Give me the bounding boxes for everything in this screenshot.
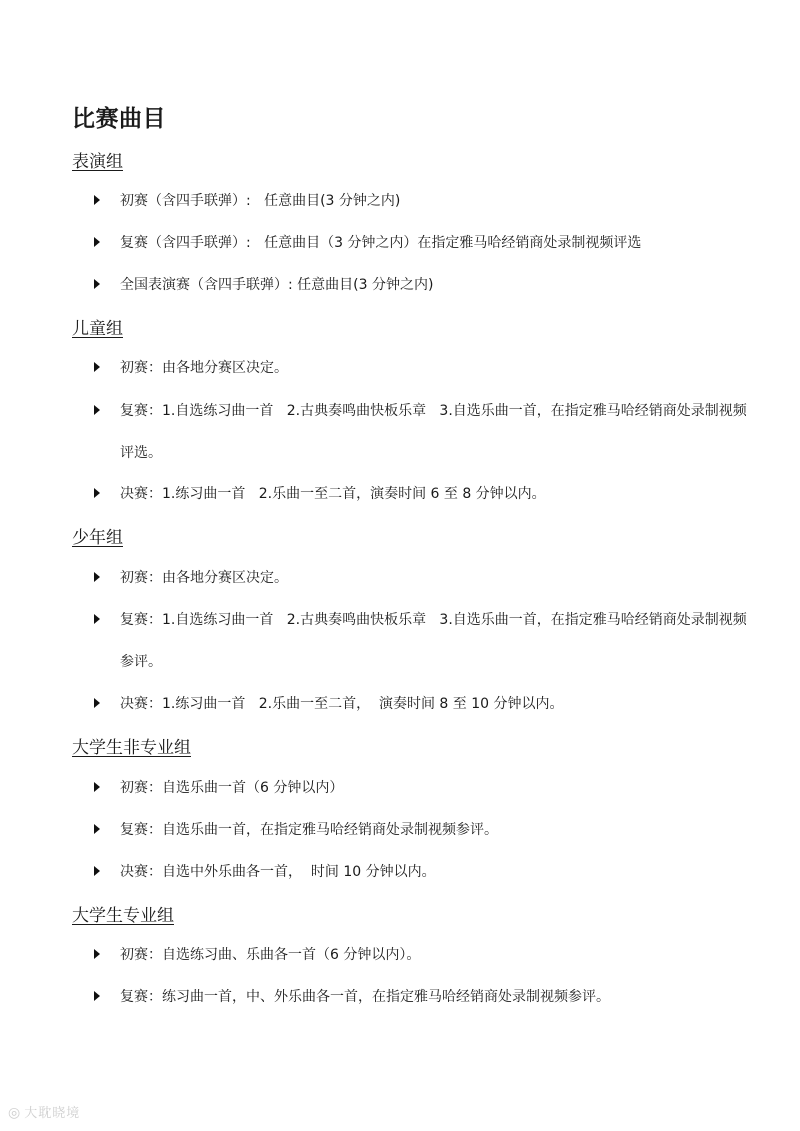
bullet-arrow-icon xyxy=(94,572,100,582)
list-item-text: 全国表演赛（含四手联弹）: 任意曲目(3 分钟之内) xyxy=(120,277,434,293)
watermark xyxy=(8,1102,80,1121)
list-item xyxy=(94,809,754,851)
bullet-arrow-icon xyxy=(94,488,100,498)
list-item-text: 初赛：自选练习曲、乐曲各一首（6 分钟以内）。 xyxy=(120,947,421,963)
bullet-arrow-icon xyxy=(94,614,100,624)
section-heading-youth: 少年组 xyxy=(72,528,123,548)
bullet-arrow-icon xyxy=(94,195,100,205)
list-item-text: 复赛：自选乐曲一首，在指定雅马哈经销商处录制视频参评。 xyxy=(120,822,498,838)
list-item-text: 决赛：1.练习曲一首 2.乐曲一至二首，演奏时间 6 至 8 分钟以内。 xyxy=(120,486,546,502)
list-item xyxy=(94,557,754,599)
list-item xyxy=(94,473,754,515)
list-item xyxy=(94,222,754,264)
page-title: 比赛曲目 xyxy=(72,106,166,132)
bullet-arrow-icon xyxy=(94,405,100,415)
section-heading-children: 儿童组 xyxy=(72,319,123,339)
list-item xyxy=(94,180,754,222)
list-item xyxy=(94,390,754,474)
list-item-text: 初赛（含四手联弹）: 任意曲目(3 分钟之内) xyxy=(120,193,401,209)
list-item xyxy=(94,347,754,389)
bullet-arrow-icon xyxy=(94,949,100,959)
list-item-text: 初赛：自选乐曲一首（6 分钟以内） xyxy=(120,780,344,796)
bullet-arrow-icon xyxy=(94,237,100,247)
eye-logo-icon: ◎ xyxy=(8,1105,22,1121)
list-item xyxy=(94,934,754,976)
bullet-arrow-icon xyxy=(94,362,100,372)
list-item-text: 决赛：自选中外乐曲各一首， 时间 10 分钟以内。 xyxy=(120,864,436,880)
watermark-text: 大耽晓境 xyxy=(24,1106,81,1121)
bullet-arrow-icon xyxy=(94,866,100,876)
list-item xyxy=(94,976,754,1018)
list-item-text: 初赛：由各地分赛区决定。 xyxy=(120,360,288,376)
list-item-text: 复赛：1.自选练习曲一首 2.古典奏鸣曲快板乐章 3.自选乐曲一首，在指定雅马哈经销商处录制视频评选。 xyxy=(120,403,747,461)
section-heading-university-professional: 大学生专业组 xyxy=(72,906,174,926)
bullet-arrow-icon xyxy=(94,782,100,792)
list-item-text: 初赛：由各地分赛区决定。 xyxy=(120,570,288,586)
list-item-text: 复赛：1.自选练习曲一首 2.古典奏鸣曲快板乐章 3.自选乐曲一首，在指定雅马哈经销商处录制视频参评。 xyxy=(120,612,747,670)
bullet-arrow-icon xyxy=(94,698,100,708)
list-item-text: 复赛：练习曲一首，中、外乐曲各一首，在指定雅马哈经销商处录制视频参评。 xyxy=(120,989,610,1005)
list-item-text: 复赛（含四手联弹）: 任意曲目（3 分钟之内）在指定雅马哈经销商处录制视频评选 xyxy=(120,235,642,251)
list-item xyxy=(94,683,754,725)
list-item xyxy=(94,264,754,306)
bullet-arrow-icon xyxy=(94,279,100,289)
list-item xyxy=(94,599,754,683)
list-item-text: 决赛：1.练习曲一首 2.乐曲一至二首， 演奏时间 8 至 10 分钟以内。 xyxy=(120,696,564,712)
section-heading-performance: 表演组 xyxy=(72,152,123,172)
bullet-arrow-icon xyxy=(94,991,100,1001)
section-heading-university-amateur: 大学生非专业组 xyxy=(72,738,191,758)
bullet-arrow-icon xyxy=(94,824,100,834)
list-item xyxy=(94,767,754,809)
list-item xyxy=(94,851,754,893)
